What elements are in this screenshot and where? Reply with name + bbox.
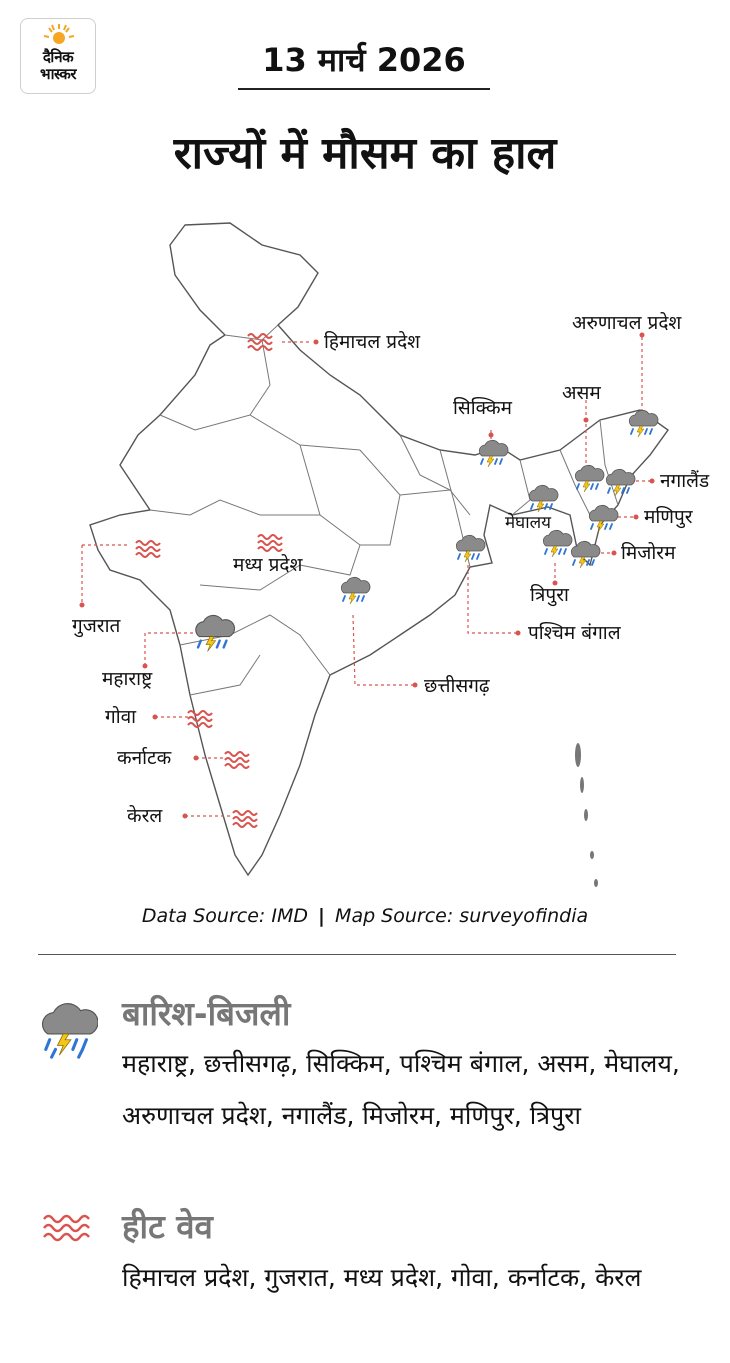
label-maharashtra: महाराष्ट्र (102, 668, 153, 690)
section-divider (38, 954, 676, 955)
india-weather-map (0, 215, 730, 895)
date-underline (238, 88, 490, 90)
map-source-text: Map Source: surveyofindia (335, 905, 589, 927)
dainik-bhaskar-logo (20, 18, 96, 94)
label-arunachal-pradesh: अरुणाचल प्रदेश (572, 312, 682, 334)
legend-heat-title: हीट वेव (122, 1207, 213, 1246)
label-madhya-pradesh: मध्य प्रदेश (233, 554, 303, 576)
label-nagaland: नगालैंड (660, 470, 710, 492)
page-title: राज्यों में मौसम का हाल (173, 128, 557, 179)
label-chhattisgarh: छत्तीसगढ़ (424, 675, 490, 697)
label-kerala: केरल (127, 805, 163, 827)
logo-text-line1: दैनिक (42, 48, 74, 66)
heatwave-icon (42, 1213, 96, 1243)
label-karnataka: कर्नाटक (117, 747, 172, 769)
label-mizoram: मिजोरम (621, 542, 676, 564)
label-himachal-pradesh: हिमाचल प्रदेश (324, 331, 421, 353)
date-heading: 13 मार्च 2026 (262, 41, 466, 79)
thunderstorm-icon-mizoram (571, 541, 600, 568)
label-west-bengal: पश्चिम बंगाल (528, 622, 621, 644)
legend-rain-states: महाराष्ट्र, छत्तीसगढ़, सिक्किम, पश्चिम बंगाल, असम, मेघालय, अरुणाचल प्रदेश, नगालैंड, मिजोरम, मणिपुर, त्रिपुरा (122, 1049, 680, 1130)
legend-rain-title: बारिश-बिजली (122, 994, 291, 1033)
andaman-islands (575, 743, 598, 887)
label-assam: असम (562, 382, 601, 404)
label-goa: गोवा (105, 706, 137, 728)
thunderstorm-icon (40, 1003, 98, 1061)
label-meghalaya: मेघालय (505, 513, 552, 533)
source-credit (0, 902, 730, 930)
data-source-text: Data Source: IMD (141, 905, 308, 927)
label-sikkim: सिक्किम (453, 397, 512, 419)
label-tripura: त्रिपुरा (530, 584, 569, 606)
thunderstorm-icon-tripura (543, 530, 572, 557)
label-gujarat: गुजरात (72, 615, 121, 637)
source-separator: | (318, 905, 325, 927)
label-manipur: मणिपुर (644, 506, 693, 528)
logo-text-line2: भास्कर (40, 65, 76, 83)
sun-icon (21, 19, 97, 51)
legend-heat-states: हिमाचल प्रदेश, गुजरात, मध्य प्रदेश, गोवा, कर्नाटक, केरल (122, 1263, 642, 1292)
